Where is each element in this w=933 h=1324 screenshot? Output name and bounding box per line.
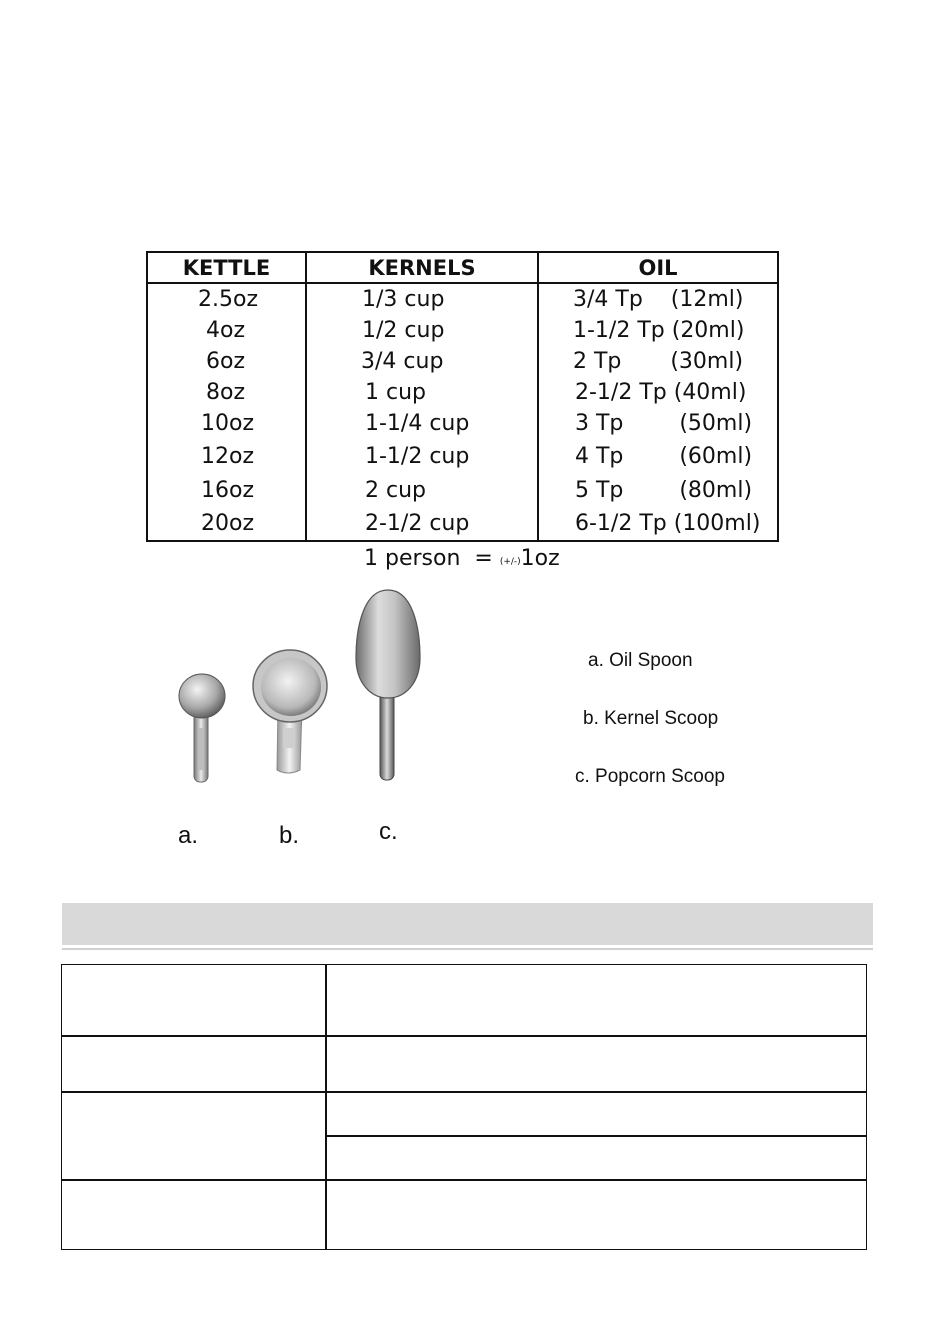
kernels-cell: 1 cup: [365, 380, 426, 405]
serving-note-amount: 1oz: [520, 546, 560, 571]
kernels-cell: 1-1/2 cup: [365, 444, 470, 469]
oil-cell: 4 Tp (60ml): [575, 444, 753, 469]
label-c: c.: [379, 818, 398, 845]
kettle-cell: 4oz: [206, 318, 246, 343]
spec-table: [61, 964, 867, 1250]
header-kettle: KETTLE: [182, 256, 271, 280]
kernels-cell: 2 cup: [365, 478, 426, 503]
kettle-cell: 16oz: [201, 478, 255, 503]
oil-cell: 3 Tp (50ml): [575, 411, 753, 436]
legend-kernel-scoop: b. Kernel Scoop: [583, 708, 719, 729]
section-divider: [62, 948, 873, 950]
kernels-cell: 2-1/2 cup: [365, 511, 470, 536]
kernel-scoop-image: [250, 648, 332, 778]
popcorn-scoop-image: [352, 586, 424, 784]
kettle-cell: 8oz: [206, 380, 246, 405]
kettle-cell: 10oz: [201, 411, 255, 436]
oil-cell: 1-1/2 Tp (20ml): [573, 318, 745, 343]
column-divider: [537, 253, 539, 540]
header-oil: OIL: [638, 256, 678, 280]
kernels-cell: 1/3 cup: [362, 287, 445, 312]
kettle-cell: 20oz: [201, 511, 255, 536]
serving-note: [364, 546, 560, 571]
legend-popcorn-scoop: c. Popcorn Scoop: [575, 766, 725, 787]
legend-oil-spoon: a. Oil Spoon: [588, 650, 693, 671]
column-divider: [305, 253, 307, 540]
spec-row-divider: [62, 1179, 866, 1181]
oil-cell: 3/4 Tp (12ml): [573, 287, 744, 312]
kernels-cell: 3/4 cup: [361, 349, 444, 374]
section-header-bar: [62, 903, 873, 945]
oil-spoon-image: [170, 668, 234, 790]
kernels-cell: 1/2 cup: [362, 318, 445, 343]
serving-note-main: 1 person =: [364, 546, 500, 571]
label-b: b.: [279, 822, 300, 849]
kettle-cell: 12oz: [201, 444, 255, 469]
measurement-table: [146, 251, 779, 542]
header-kernels: KERNELS: [368, 256, 476, 280]
spec-column-divider: [325, 965, 327, 1249]
kernels-cell: 1-1/4 cup: [365, 411, 470, 436]
oil-cell: 2-1/2 Tp (40ml): [575, 380, 747, 405]
spec-row-divider: [62, 1091, 866, 1093]
spec-row-divider: [325, 1135, 866, 1137]
oil-cell: 2 Tp (30ml): [573, 349, 744, 374]
kettle-cell: 2.5oz: [198, 287, 258, 312]
label-a: a.: [178, 822, 199, 849]
kettle-cell: 6oz: [206, 349, 246, 374]
oil-cell: 5 Tp (80ml): [575, 478, 753, 503]
spec-row-divider: [62, 1035, 866, 1037]
oil-cell: 6-1/2 Tp (100ml): [575, 511, 761, 536]
serving-note-tolerance: (+/-): [499, 557, 521, 567]
